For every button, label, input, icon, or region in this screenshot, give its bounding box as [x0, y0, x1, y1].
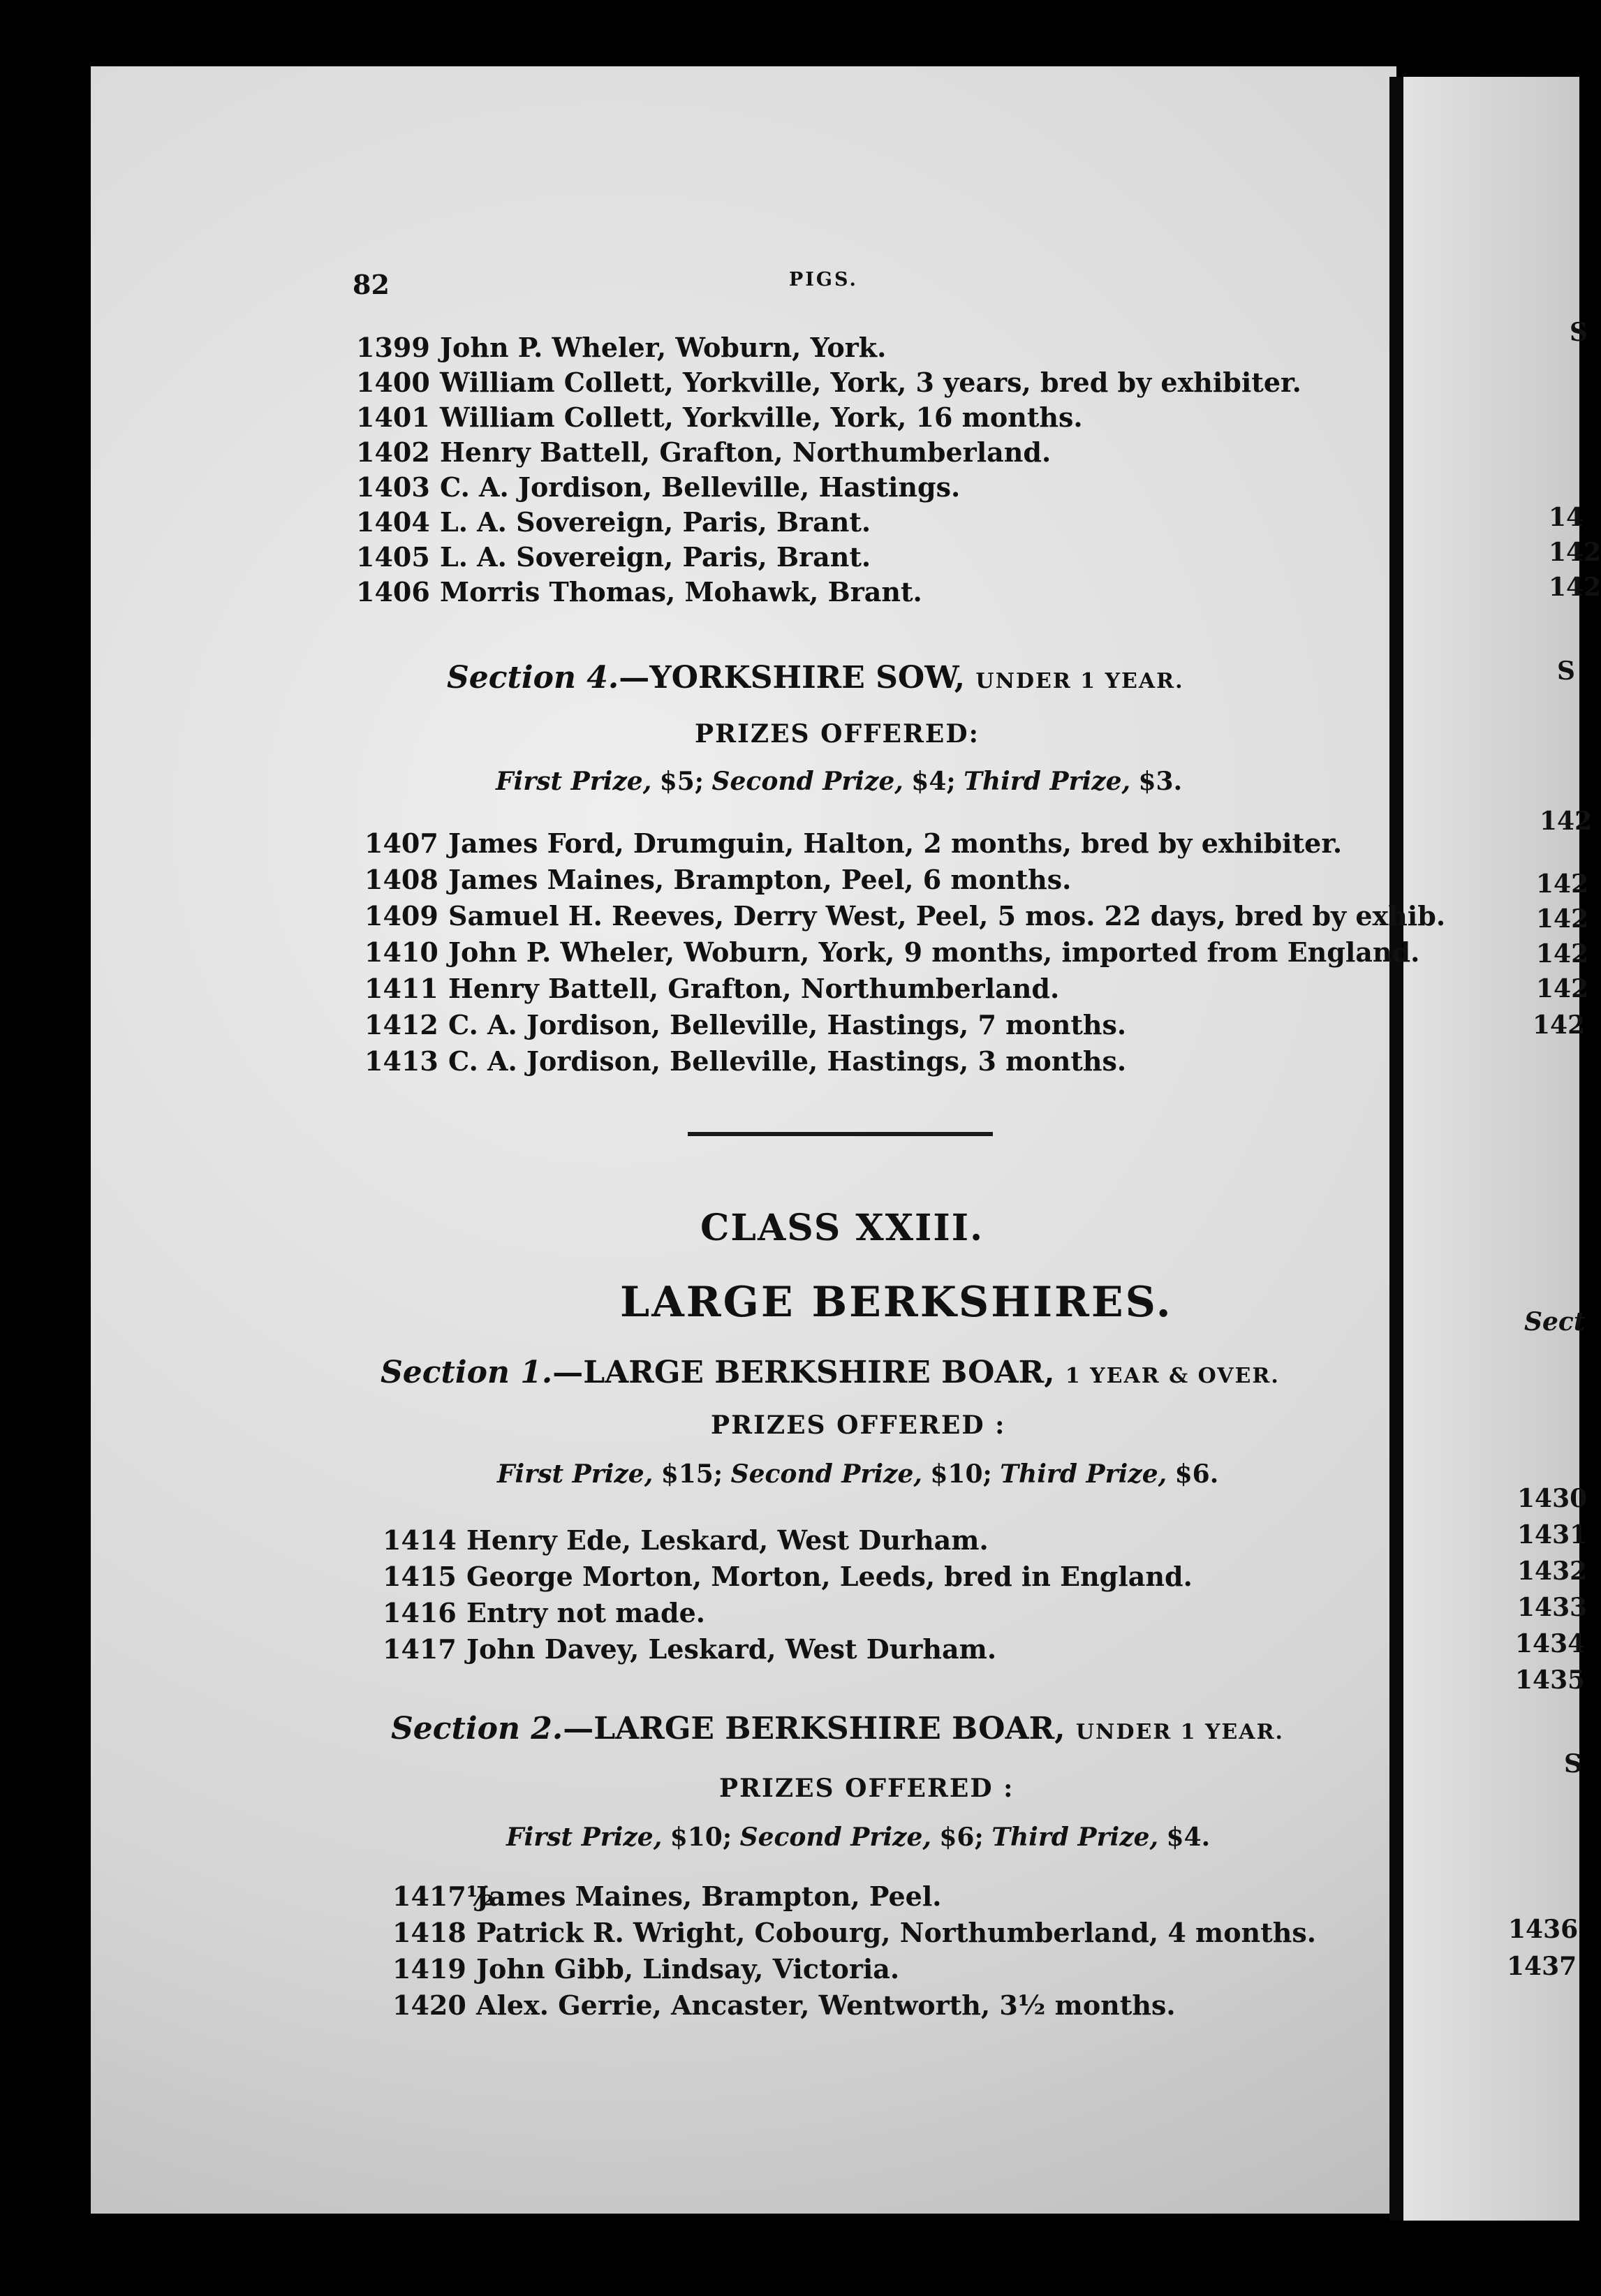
- list-item: [356, 541, 871, 573]
- entry-number: 1417: [383, 1633, 457, 1665]
- entry-text: Entry not made.: [466, 1597, 706, 1628]
- first-prize-label: First Prize,: [497, 1459, 654, 1489]
- entry-text: C. A. Jordison, Belleville, Hastings, 3 months.: [448, 1045, 1127, 1077]
- right-fragment: 1431: [1517, 1520, 1588, 1550]
- prize-line: [496, 767, 1182, 796]
- entry-number: 1412: [364, 1009, 438, 1040]
- entry-text: L. A. Sovereign, Paris, Brant.: [440, 506, 871, 538]
- entry-number: 1406: [356, 576, 430, 608]
- entry-number: 1399: [356, 332, 430, 363]
- entry-text: Henry Battell, Grafton, Northumberland.: [440, 436, 1052, 468]
- right-fragment: 14: [1549, 503, 1584, 532]
- right-fragment: 1435: [1515, 1665, 1586, 1695]
- third-prize-amount: $6.: [1174, 1459, 1219, 1489]
- first-prize-label: First Prize,: [506, 1823, 663, 1852]
- right-fragment: 1434: [1515, 1629, 1586, 1658]
- entry-number: 1409: [364, 900, 438, 932]
- right-fragment: 142: [1540, 807, 1593, 836]
- entry-text: John P. Wheler, Woburn, York, 9 months, imported from England.: [448, 936, 1420, 968]
- second-prize-label: Second Prize,: [711, 767, 903, 796]
- entry-number: 1413: [364, 1045, 438, 1077]
- right-fragment: 142: [1549, 573, 1601, 602]
- section-divider-rule: [688, 1132, 993, 1136]
- list-item: [392, 1989, 1176, 2021]
- entry-text: Alex. Gerrie, Ancaster, Wentworth, 3½ months.: [476, 1989, 1176, 2021]
- list-item: [356, 332, 886, 363]
- entry-number: 1418: [392, 1917, 466, 1948]
- entry-text: Patrick R. Wright, Cobourg, Northumberland, 4 months.: [476, 1917, 1316, 1948]
- entry-text: L. A. Sovereign, Paris, Brant.: [440, 541, 871, 573]
- entry-number: 1402: [356, 436, 430, 468]
- list-item: [364, 1009, 1126, 1040]
- entry-number: 1404: [356, 506, 430, 538]
- page-number: 82: [353, 269, 390, 300]
- entry-number: 1415: [383, 1561, 457, 1592]
- list-item: [364, 864, 1071, 895]
- right-fragment: 142: [1536, 939, 1589, 969]
- entry-text: Samuel H. Reeves, Derry West, Peel, 5 mos. 22 days, bred by exhib.: [448, 900, 1446, 932]
- entry-text: James Maines, Brampton, Peel, 6 months.: [448, 864, 1072, 895]
- second-prize-amount: $10;: [930, 1459, 992, 1489]
- list-item: [383, 1597, 705, 1628]
- prize-line: [497, 1459, 1218, 1489]
- section-label: Section 1.: [381, 1355, 553, 1390]
- class-title: CLASS XXIII.: [700, 1207, 984, 1249]
- entry-text: William Collett, Yorkville, York, 16 months.: [440, 402, 1083, 433]
- entry-number: 1417½: [392, 1881, 494, 1912]
- entry-text: James Ford, Drumguin, Halton, 2 months, bred by exhibiter.: [448, 827, 1343, 859]
- first-prize-amount: $10;: [670, 1823, 732, 1852]
- first-prize-amount: $15;: [661, 1459, 723, 1489]
- right-fragment: 1433: [1517, 1593, 1588, 1622]
- entry-text: Henry Ede, Leskard, West Durham.: [466, 1524, 989, 1556]
- right-fragment: 1432: [1517, 1557, 1588, 1586]
- entry-number: 1400: [356, 367, 430, 398]
- first-prize-label: First Prize,: [496, 767, 652, 796]
- first-prize-amount: $5;: [659, 767, 704, 796]
- right-fragment: S: [1564, 1749, 1582, 1779]
- section-title: —LARGE BERKSHIRE BOAR,: [552, 1355, 1055, 1390]
- section-heading-yorkshire-sow: [447, 660, 1184, 696]
- section-heading-boar-over: [381, 1355, 1280, 1390]
- list-item: [356, 367, 1301, 398]
- right-fragment: S: [1557, 656, 1575, 686]
- second-prize-label: Second Prize,: [730, 1459, 922, 1489]
- right-fragment: 142: [1536, 869, 1589, 899]
- list-item: [356, 576, 922, 608]
- list-item: [356, 436, 1051, 468]
- prizes-heading: PRIZES OFFERED:: [695, 719, 980, 749]
- section-heading-boar-under: [391, 1711, 1284, 1746]
- list-item: [356, 506, 871, 538]
- right-fragment: 142: [1536, 904, 1589, 934]
- list-item: [364, 900, 1445, 932]
- right-page: [1403, 77, 1579, 2221]
- entry-number: 1410: [364, 936, 438, 968]
- list-item: [383, 1561, 1193, 1592]
- section-title: —LARGE BERKSHIRE BOAR,: [563, 1711, 1065, 1746]
- prizes-heading: PRIZES OFFERED :: [719, 1774, 1015, 1803]
- list-item: [392, 1917, 1316, 1948]
- entry-text: Henry Battell, Grafton, Northumberland.: [448, 973, 1060, 1004]
- section-title: —YORKSHIRE SOW,: [619, 660, 966, 696]
- second-prize-amount: $6;: [939, 1823, 984, 1852]
- right-fragment: S: [1570, 318, 1588, 347]
- prize-line: [506, 1823, 1210, 1852]
- third-prize-label: Third Prize,: [1000, 1459, 1167, 1489]
- entry-text: George Morton, Morton, Leeds, bred in England.: [466, 1561, 1193, 1592]
- entry-number: 1408: [364, 864, 438, 895]
- entry-number: 1416: [383, 1597, 457, 1628]
- third-prize-label: Third Prize,: [964, 767, 1131, 796]
- third-prize-label: Third Prize,: [991, 1823, 1159, 1852]
- prizes-heading: PRIZES OFFERED :: [711, 1411, 1006, 1440]
- running-head: PIGS.: [789, 269, 858, 290]
- list-item: [364, 973, 1059, 1004]
- right-fragment: Sect: [1524, 1307, 1586, 1337]
- right-fragment: 142: [1533, 1010, 1586, 1040]
- list-item: [356, 471, 960, 503]
- entry-text: John Gibb, Lindsay, Victoria.: [476, 1953, 900, 1985]
- right-fragment: 142: [1549, 538, 1601, 567]
- entry-text: John P. Wheler, Woburn, York.: [440, 332, 887, 363]
- list-item: [356, 402, 1083, 433]
- second-prize-label: Second Prize,: [739, 1823, 931, 1852]
- entry-number: 1401: [356, 402, 430, 433]
- page-gutter: [1389, 77, 1402, 2221]
- right-fragment: 142: [1536, 974, 1589, 1003]
- section-qualifier: UNDER 1 YEAR.: [975, 669, 1184, 693]
- right-fragment: 1436: [1508, 1915, 1579, 1944]
- section-label: Section 2.: [391, 1711, 563, 1746]
- list-item: [364, 936, 1419, 968]
- entry-number: 1407: [364, 827, 438, 859]
- entry-text: C. A. Jordison, Belleville, Hastings, 7 months.: [448, 1009, 1127, 1040]
- list-item: [392, 1953, 899, 1985]
- class-subtitle: LARGE BERKSHIRES.: [620, 1278, 1173, 1327]
- entry-text: C. A. Jordison, Belleville, Hastings.: [440, 471, 961, 503]
- entry-text: James Maines, Brampton, Peel.: [476, 1881, 942, 1912]
- list-item: [383, 1633, 996, 1665]
- entry-number: 1403: [356, 471, 430, 503]
- right-fragment: 1430: [1517, 1484, 1588, 1513]
- list-item: [383, 1524, 989, 1556]
- entry-number: 1420: [392, 1989, 466, 2021]
- second-prize-amount: $4;: [911, 767, 956, 796]
- list-item: [392, 1881, 941, 1912]
- entry-number: 1405: [356, 541, 430, 573]
- entry-text: William Collett, Yorkville, York, 3 years, bred by exhibiter.: [440, 367, 1301, 398]
- entry-text: Morris Thomas, Mohawk, Brant.: [440, 576, 922, 608]
- section-label: Section 4.: [447, 660, 619, 696]
- section-qualifier: 1 YEAR & OVER.: [1065, 1364, 1280, 1388]
- entry-number: 1414: [383, 1524, 457, 1556]
- entry-number: 1411: [364, 973, 438, 1004]
- list-item: [364, 827, 1342, 859]
- third-prize-amount: $4.: [1166, 1823, 1211, 1852]
- third-prize-amount: $3.: [1138, 767, 1183, 796]
- list-item: [364, 1045, 1126, 1077]
- section-qualifier: UNDER 1 YEAR.: [1075, 1720, 1284, 1744]
- entry-number: 1419: [392, 1953, 466, 1985]
- entry-text: John Davey, Leskard, West Durham.: [466, 1633, 997, 1665]
- right-fragment: 1437: [1507, 1952, 1577, 1981]
